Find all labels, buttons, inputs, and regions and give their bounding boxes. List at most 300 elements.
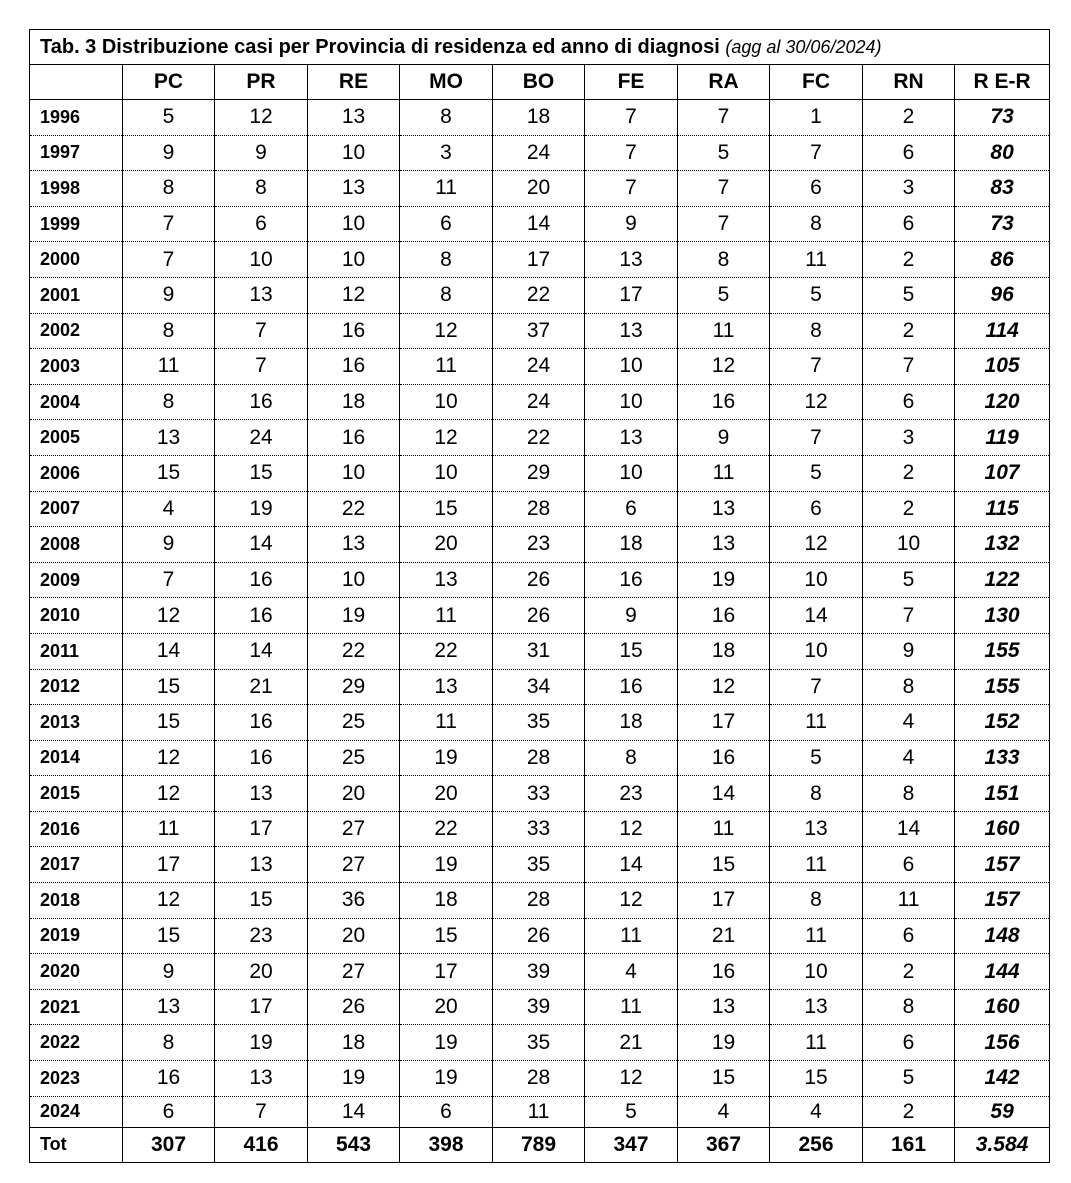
value-cell: 16 [585, 669, 678, 705]
value-cell: 23 [585, 776, 678, 812]
value-cell: 7 [215, 313, 308, 349]
value-cell: 15 [678, 847, 770, 883]
column-header: BO [493, 65, 585, 100]
value-cell: 17 [678, 705, 770, 741]
value-cell: 10 [308, 206, 400, 242]
value-cell: 8 [863, 776, 955, 812]
header-row [30, 65, 1050, 100]
value-cell: 5 [770, 277, 863, 313]
value-cell: 17 [215, 811, 308, 847]
value-cell: 13 [308, 171, 400, 207]
table-row [30, 491, 1050, 527]
region-total-cell: 107 [955, 455, 1050, 491]
value-cell: 27 [308, 954, 400, 990]
value-cell: 22 [400, 811, 493, 847]
value-cell: 12 [400, 420, 493, 456]
table-row [30, 811, 1050, 847]
value-cell: 13 [123, 989, 215, 1025]
value-cell: 19 [400, 740, 493, 776]
value-cell: 17 [678, 883, 770, 919]
value-cell: 20 [215, 954, 308, 990]
value-cell: 19 [308, 1061, 400, 1097]
value-cell: 15 [585, 633, 678, 669]
value-cell: 22 [308, 491, 400, 527]
value-cell: 10 [585, 384, 678, 420]
table-row [30, 633, 1050, 669]
value-cell: 13 [215, 847, 308, 883]
value-cell: 13 [400, 562, 493, 598]
total-value-cell: 367 [678, 1127, 770, 1162]
column-header: RA [678, 65, 770, 100]
region-total-cell: 96 [955, 277, 1050, 313]
value-cell: 12 [770, 384, 863, 420]
region-total-cell: 86 [955, 242, 1050, 278]
value-cell: 25 [308, 705, 400, 741]
value-cell: 16 [678, 954, 770, 990]
value-cell: 19 [308, 598, 400, 634]
value-cell: 16 [308, 313, 400, 349]
value-cell: 20 [400, 989, 493, 1025]
value-cell: 7 [215, 349, 308, 385]
column-header: PR [215, 65, 308, 100]
value-cell: 2 [863, 455, 955, 491]
value-cell: 6 [770, 491, 863, 527]
value-cell: 29 [308, 669, 400, 705]
value-cell: 10 [308, 562, 400, 598]
value-cell: 24 [493, 384, 585, 420]
value-cell: 2 [863, 100, 955, 136]
value-cell: 5 [678, 277, 770, 313]
value-cell: 12 [400, 313, 493, 349]
value-cell: 33 [493, 776, 585, 812]
value-cell: 7 [770, 135, 863, 171]
value-cell: 4 [863, 740, 955, 776]
total-value-cell: 161 [863, 1127, 955, 1162]
value-cell: 11 [770, 242, 863, 278]
value-cell: 7 [863, 349, 955, 385]
value-cell: 8 [770, 313, 863, 349]
value-cell: 11 [123, 811, 215, 847]
region-total-cell: 73 [955, 100, 1050, 136]
value-cell: 16 [215, 384, 308, 420]
value-cell: 8 [400, 100, 493, 136]
year-cell: 2015 [30, 776, 123, 812]
value-cell: 13 [678, 989, 770, 1025]
value-cell: 5 [678, 135, 770, 171]
value-cell: 23 [493, 527, 585, 563]
value-cell: 10 [585, 349, 678, 385]
value-cell: 11 [400, 171, 493, 207]
value-cell: 14 [678, 776, 770, 812]
total-value-cell: 307 [123, 1127, 215, 1162]
value-cell: 6 [863, 918, 955, 954]
table-row [30, 527, 1050, 563]
value-cell: 11 [770, 705, 863, 741]
value-cell: 28 [493, 1061, 585, 1097]
region-total-cell: 130 [955, 598, 1050, 634]
value-cell: 21 [585, 1025, 678, 1061]
value-cell: 10 [400, 455, 493, 491]
value-cell: 13 [585, 313, 678, 349]
value-cell: 10 [215, 242, 308, 278]
year-cell: 2018 [30, 883, 123, 919]
value-cell: 14 [863, 811, 955, 847]
year-cell: 1996 [30, 100, 123, 136]
value-cell: 7 [678, 206, 770, 242]
value-cell: 2 [863, 954, 955, 990]
value-cell: 11 [585, 918, 678, 954]
year-cell: 2023 [30, 1061, 123, 1097]
value-cell: 14 [215, 633, 308, 669]
value-cell: 4 [678, 1096, 770, 1127]
region-total-cell: 59 [955, 1096, 1050, 1127]
value-cell: 16 [215, 705, 308, 741]
value-cell: 9 [585, 598, 678, 634]
total-value-cell: 398 [400, 1127, 493, 1162]
value-cell: 8 [770, 206, 863, 242]
value-cell: 11 [400, 598, 493, 634]
table-row [30, 562, 1050, 598]
value-cell: 11 [585, 989, 678, 1025]
region-total-cell: 155 [955, 669, 1050, 705]
value-cell: 16 [123, 1061, 215, 1097]
value-cell: 16 [308, 349, 400, 385]
table-title: Tab. 3 Distribuzione casi per Provincia di residenza ed anno di diagnosi [40, 35, 720, 58]
region-total-cell: 133 [955, 740, 1050, 776]
year-cell: 2005 [30, 420, 123, 456]
value-cell: 20 [400, 776, 493, 812]
value-cell: 11 [400, 705, 493, 741]
year-cell: 2010 [30, 598, 123, 634]
value-cell: 19 [678, 562, 770, 598]
value-cell: 24 [493, 135, 585, 171]
region-total-cell: 115 [955, 491, 1050, 527]
table-row [30, 740, 1050, 776]
value-cell: 16 [585, 562, 678, 598]
value-cell: 12 [123, 776, 215, 812]
cases-table [29, 29, 1050, 1163]
value-cell: 8 [400, 242, 493, 278]
value-cell: 15 [770, 1061, 863, 1097]
column-header: R E-R [955, 65, 1050, 100]
table-row [30, 100, 1050, 136]
value-cell: 7 [585, 171, 678, 207]
column-header: RE [308, 65, 400, 100]
value-cell: 35 [493, 705, 585, 741]
value-cell: 6 [400, 206, 493, 242]
value-cell: 11 [400, 349, 493, 385]
value-cell: 9 [585, 206, 678, 242]
value-cell: 8 [123, 384, 215, 420]
value-cell: 14 [123, 633, 215, 669]
value-cell: 6 [863, 847, 955, 883]
value-cell: 10 [308, 135, 400, 171]
year-cell: 2004 [30, 384, 123, 420]
value-cell: 2 [863, 1096, 955, 1127]
value-cell: 35 [493, 1025, 585, 1061]
value-cell: 11 [770, 918, 863, 954]
total-value-cell: 543 [308, 1127, 400, 1162]
value-cell: 17 [123, 847, 215, 883]
value-cell: 7 [863, 598, 955, 634]
value-cell: 14 [308, 1096, 400, 1127]
value-cell: 13 [215, 776, 308, 812]
value-cell: 8 [678, 242, 770, 278]
year-cell: 2002 [30, 313, 123, 349]
value-cell: 15 [215, 455, 308, 491]
value-cell: 1 [770, 100, 863, 136]
value-cell: 26 [493, 562, 585, 598]
value-cell: 9 [123, 277, 215, 313]
column-header: PC [123, 65, 215, 100]
year-cell: 1997 [30, 135, 123, 171]
value-cell: 26 [493, 598, 585, 634]
table-row [30, 954, 1050, 990]
value-cell: 4 [585, 954, 678, 990]
region-total-cell: 132 [955, 527, 1050, 563]
value-cell: 28 [493, 740, 585, 776]
value-cell: 28 [493, 491, 585, 527]
value-cell: 17 [493, 242, 585, 278]
region-total-cell: 151 [955, 776, 1050, 812]
value-cell: 7 [678, 100, 770, 136]
table-row [30, 135, 1050, 171]
header-corner [30, 65, 123, 100]
value-cell: 11 [863, 883, 955, 919]
value-cell: 19 [400, 847, 493, 883]
value-cell: 12 [678, 349, 770, 385]
value-cell: 20 [493, 171, 585, 207]
value-cell: 11 [678, 811, 770, 847]
year-cell: 2020 [30, 954, 123, 990]
value-cell: 14 [215, 527, 308, 563]
value-cell: 5 [585, 1096, 678, 1127]
column-header: FE [585, 65, 678, 100]
table-row [30, 455, 1050, 491]
value-cell: 18 [678, 633, 770, 669]
value-cell: 12 [678, 669, 770, 705]
value-cell: 10 [770, 633, 863, 669]
value-cell: 7 [123, 206, 215, 242]
value-cell: 37 [493, 313, 585, 349]
value-cell: 12 [123, 883, 215, 919]
region-total-cell: 122 [955, 562, 1050, 598]
value-cell: 5 [770, 740, 863, 776]
year-cell: 2001 [30, 277, 123, 313]
value-cell: 5 [863, 1061, 955, 1097]
value-cell: 13 [585, 420, 678, 456]
value-cell: 33 [493, 811, 585, 847]
table-title-note: (agg al 30/06/2024) [725, 36, 882, 57]
region-total-cell: 119 [955, 420, 1050, 456]
table-title-cell [30, 30, 1050, 65]
value-cell: 15 [400, 491, 493, 527]
value-cell: 7 [770, 349, 863, 385]
value-cell: 21 [215, 669, 308, 705]
value-cell: 9 [678, 420, 770, 456]
table-row [30, 598, 1050, 634]
value-cell: 34 [493, 669, 585, 705]
value-cell: 15 [123, 705, 215, 741]
table-row [30, 313, 1050, 349]
year-cell: 2017 [30, 847, 123, 883]
value-cell: 22 [400, 633, 493, 669]
table-row [30, 669, 1050, 705]
value-cell: 13 [770, 811, 863, 847]
value-cell: 7 [123, 242, 215, 278]
totals-label: Tot [30, 1127, 123, 1162]
value-cell: 8 [863, 669, 955, 705]
year-cell: 2008 [30, 527, 123, 563]
value-cell: 8 [123, 171, 215, 207]
region-total-cell: 114 [955, 313, 1050, 349]
table-row [30, 1025, 1050, 1061]
year-cell: 1998 [30, 171, 123, 207]
value-cell: 7 [678, 171, 770, 207]
value-cell: 6 [863, 1025, 955, 1061]
region-total-cell: 152 [955, 705, 1050, 741]
value-cell: 35 [493, 847, 585, 883]
value-cell: 14 [585, 847, 678, 883]
year-cell: 2000 [30, 242, 123, 278]
region-total-cell: 144 [955, 954, 1050, 990]
value-cell: 5 [863, 277, 955, 313]
value-cell: 20 [308, 918, 400, 954]
table-row [30, 705, 1050, 741]
value-cell: 4 [123, 491, 215, 527]
value-cell: 11 [770, 1025, 863, 1061]
value-cell: 19 [400, 1061, 493, 1097]
value-cell: 2 [863, 313, 955, 349]
value-cell: 16 [215, 598, 308, 634]
table-row [30, 206, 1050, 242]
value-cell: 29 [493, 455, 585, 491]
value-cell: 6 [215, 206, 308, 242]
value-cell: 10 [308, 242, 400, 278]
year-cell: 2012 [30, 669, 123, 705]
value-cell: 9 [123, 527, 215, 563]
value-cell: 8 [770, 776, 863, 812]
value-cell: 27 [308, 847, 400, 883]
value-cell: 8 [585, 740, 678, 776]
value-cell: 16 [215, 740, 308, 776]
region-total-cell: 148 [955, 918, 1050, 954]
region-total-cell: 83 [955, 171, 1050, 207]
value-cell: 12 [215, 100, 308, 136]
value-cell: 8 [400, 277, 493, 313]
value-cell: 15 [400, 918, 493, 954]
value-cell: 19 [215, 1025, 308, 1061]
region-total-cell: 160 [955, 811, 1050, 847]
value-cell: 19 [400, 1025, 493, 1061]
value-cell: 19 [678, 1025, 770, 1061]
value-cell: 16 [215, 562, 308, 598]
value-cell: 8 [863, 989, 955, 1025]
totals-row [30, 1127, 1050, 1162]
total-value-cell: 789 [493, 1127, 585, 1162]
table-row [30, 918, 1050, 954]
value-cell: 10 [770, 562, 863, 598]
value-cell: 18 [308, 1025, 400, 1061]
value-cell: 6 [123, 1096, 215, 1127]
year-cell: 2019 [30, 918, 123, 954]
total-value-cell: 347 [585, 1127, 678, 1162]
value-cell: 15 [678, 1061, 770, 1097]
value-cell: 22 [308, 633, 400, 669]
value-cell: 7 [770, 669, 863, 705]
value-cell: 10 [863, 527, 955, 563]
value-cell: 5 [863, 562, 955, 598]
value-cell: 22 [493, 277, 585, 313]
grand-total-cell: 3.584 [955, 1127, 1050, 1162]
value-cell: 39 [493, 989, 585, 1025]
value-cell: 15 [215, 883, 308, 919]
value-cell: 12 [123, 598, 215, 634]
value-cell: 12 [585, 883, 678, 919]
value-cell: 13 [215, 1061, 308, 1097]
value-cell: 22 [493, 420, 585, 456]
value-cell: 13 [308, 100, 400, 136]
value-cell: 3 [863, 420, 955, 456]
column-header: RN [863, 65, 955, 100]
value-cell: 13 [123, 420, 215, 456]
value-cell: 12 [123, 740, 215, 776]
total-value-cell: 416 [215, 1127, 308, 1162]
value-cell: 26 [493, 918, 585, 954]
value-cell: 10 [400, 384, 493, 420]
table-body [30, 100, 1050, 1163]
value-cell: 21 [678, 918, 770, 954]
value-cell: 25 [308, 740, 400, 776]
value-cell: 11 [123, 349, 215, 385]
value-cell: 17 [215, 989, 308, 1025]
region-total-cell: 80 [955, 135, 1050, 171]
value-cell: 13 [308, 527, 400, 563]
value-cell: 17 [585, 277, 678, 313]
table-row [30, 349, 1050, 385]
table-row [30, 242, 1050, 278]
value-cell: 7 [123, 562, 215, 598]
value-cell: 9 [123, 135, 215, 171]
value-cell: 8 [123, 1025, 215, 1061]
value-cell: 16 [678, 384, 770, 420]
year-cell: 2021 [30, 989, 123, 1025]
value-cell: 12 [308, 277, 400, 313]
region-total-cell: 142 [955, 1061, 1050, 1097]
year-cell: 2006 [30, 455, 123, 491]
year-cell: 2014 [30, 740, 123, 776]
value-cell: 20 [400, 527, 493, 563]
value-cell: 39 [493, 954, 585, 990]
value-cell: 7 [585, 100, 678, 136]
value-cell: 18 [585, 705, 678, 741]
value-cell: 13 [400, 669, 493, 705]
value-cell: 23 [215, 918, 308, 954]
year-cell: 2016 [30, 811, 123, 847]
value-cell: 28 [493, 883, 585, 919]
value-cell: 18 [400, 883, 493, 919]
value-cell: 12 [585, 1061, 678, 1097]
value-cell: 8 [215, 171, 308, 207]
value-cell: 24 [215, 420, 308, 456]
table-row [30, 883, 1050, 919]
region-total-cell: 73 [955, 206, 1050, 242]
column-header: FC [770, 65, 863, 100]
value-cell: 14 [770, 598, 863, 634]
table-row [30, 277, 1050, 313]
column-header: MO [400, 65, 493, 100]
value-cell: 27 [308, 811, 400, 847]
